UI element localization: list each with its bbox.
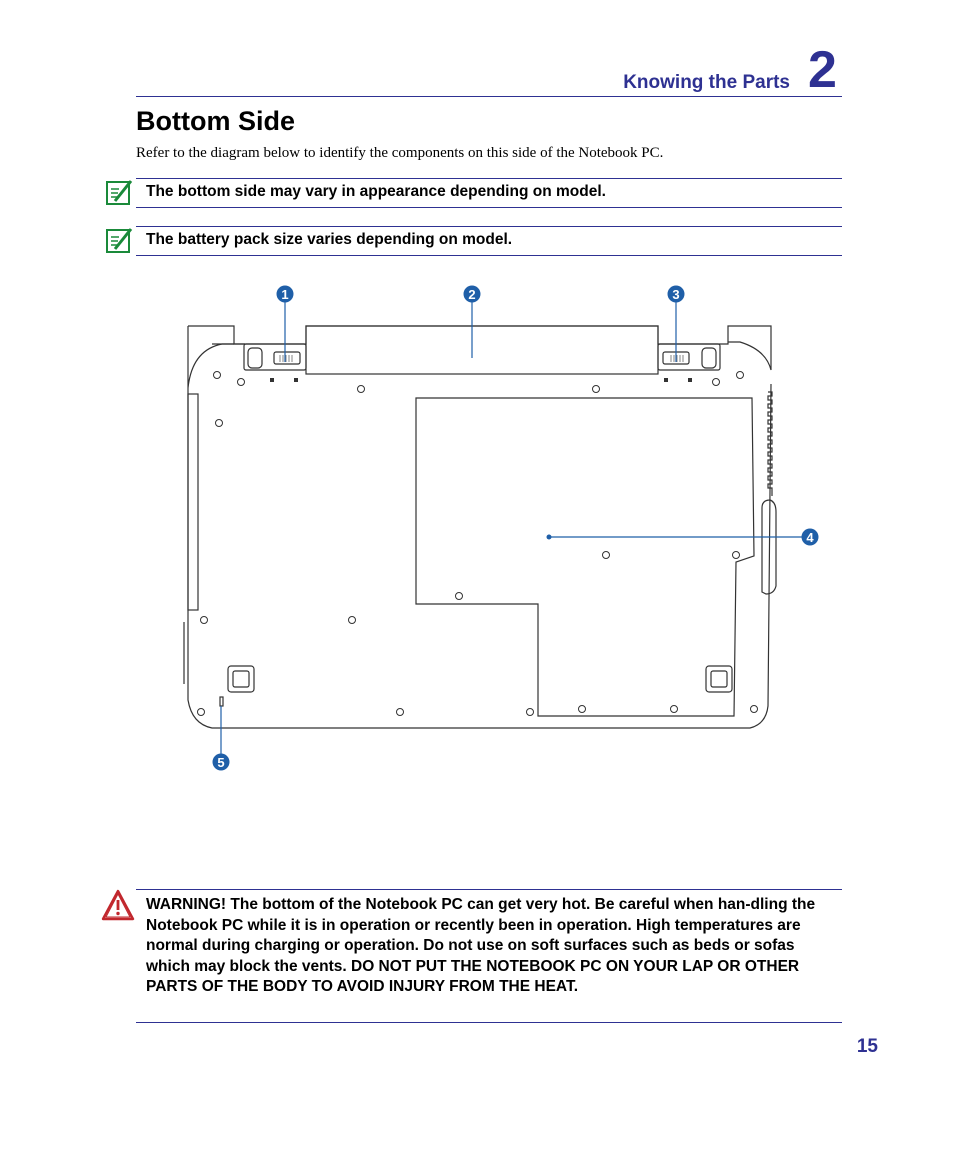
note-pencil-icon	[104, 178, 134, 208]
callout-2	[464, 286, 481, 303]
callout-4-label: 4	[806, 530, 814, 545]
note-pencil-icon	[104, 226, 134, 256]
page-number: 15	[856, 1036, 878, 1057]
callout-4	[802, 529, 819, 546]
note-text: The bottom side may vary in appearance depending on model.	[146, 183, 606, 200]
callout-5	[213, 754, 230, 771]
header-rule	[136, 96, 842, 97]
note-box	[136, 178, 842, 208]
chapter-title: Knowing the Parts	[623, 72, 790, 93]
warning-box	[136, 889, 842, 1023]
warning-triangle-icon	[100, 888, 136, 924]
intro-text: Refer to the diagram below to identify the components on this side of the Notebook PC.	[136, 145, 664, 161]
warning-text: WARNING! The bottom of the Notebook PC can get very hot. Be careful when han-dling the Notebook PC while it is in operation or recently been in operation. High temperatures are normal during charging or operation. Do not use on soft surfaces such as beds or sofas which may block the vents. DO NOT PUT THE NOTEBOOK PC ON YOUR LAP OR OTHER PARTS OF THE BODY TO AVOID INJURY FROM THE HEAT.	[146, 896, 816, 995]
note-text: The battery pack size varies depending on model.	[146, 231, 513, 248]
notebook-bottom-diagram	[180, 280, 820, 780]
callout-5-label: 5	[217, 755, 225, 770]
callout-1	[277, 286, 294, 303]
callout-2-label: 2	[468, 287, 476, 302]
callout-3	[668, 286, 685, 303]
section-title: Bottom Side	[136, 106, 295, 136]
callout-1-label: 1	[281, 287, 289, 302]
note-box	[136, 226, 842, 256]
callout-3-label: 3	[672, 287, 680, 302]
chapter-number: 2	[808, 41, 837, 99]
